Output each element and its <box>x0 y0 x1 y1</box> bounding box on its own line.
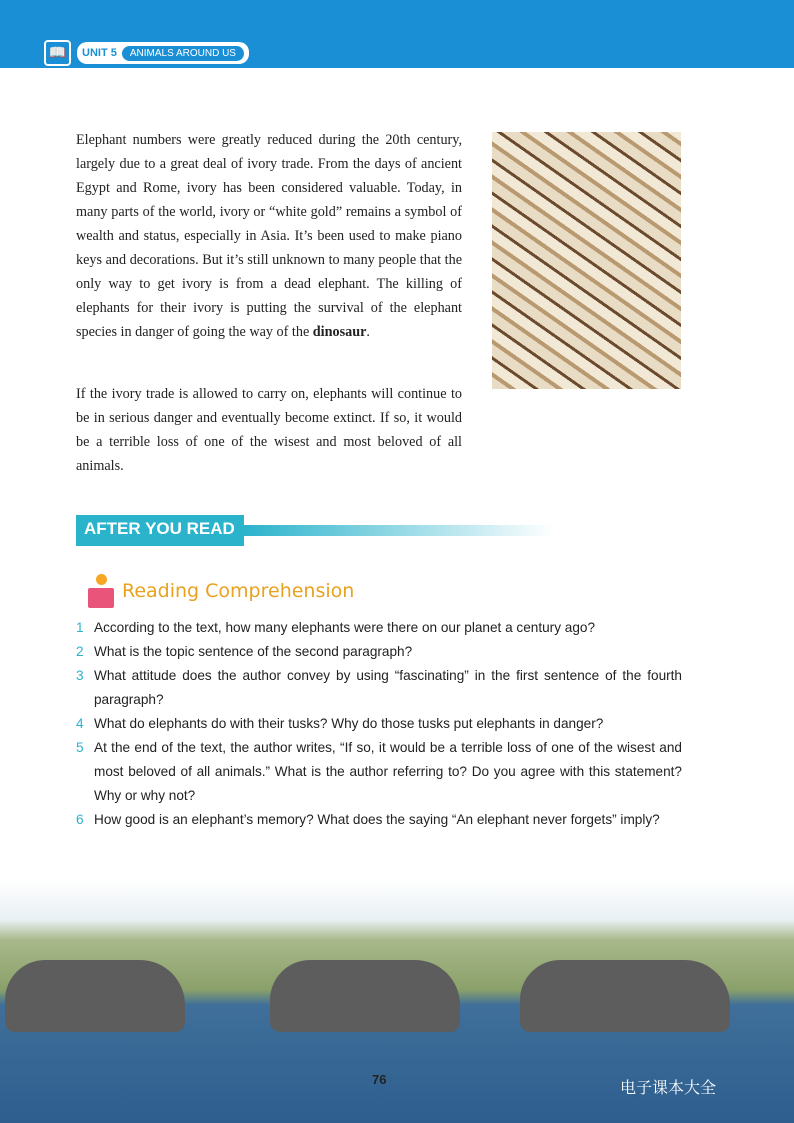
question-item <box>76 616 682 640</box>
question-number: 3 <box>76 668 84 683</box>
reading-comprehension-heading <box>86 574 354 608</box>
question-item <box>76 640 682 664</box>
question-text: According to the text, how many elephants were there on our planet a century ago? <box>94 620 596 635</box>
reader-icon <box>86 574 116 608</box>
question-text: What is the topic sentence of the second paragraph? <box>94 644 413 659</box>
question-number: 5 <box>76 740 84 755</box>
page-number: 76 <box>372 1072 387 1087</box>
question-number: 2 <box>76 644 84 659</box>
question-number: 1 <box>76 620 84 635</box>
question-item <box>76 736 682 808</box>
unit-title: ANIMALS AROUND US <box>122 46 244 61</box>
unit-header <box>44 40 249 66</box>
paragraph-ivory <box>76 128 462 344</box>
elephant-figure <box>270 960 460 1032</box>
question-item <box>76 664 682 712</box>
bold-word: dinosaur <box>312 324 367 340</box>
question-number: 4 <box>76 716 84 731</box>
question-text: What do elephants do with their tusks? Why do those tusks put elephants in danger? <box>94 716 604 731</box>
unit-pill <box>77 42 249 64</box>
section-heading: AFTER YOU READ <box>76 515 244 546</box>
elephant-figure <box>520 960 730 1032</box>
question-number: 6 <box>76 812 84 827</box>
paragraph-end: . <box>366 324 370 340</box>
subheading: Reading Comprehension <box>122 580 355 602</box>
question-text: How good is an elephant’s memory? What does the saying “An elephant never forgets” imply? <box>94 812 660 827</box>
heading-stripe <box>244 525 554 536</box>
question-text: What attitude does the author convey by using “fascinating” in the first sentence of the fourth paragraph? <box>94 668 682 707</box>
question-list <box>76 616 682 832</box>
question-text: At the end of the text, the author writes, “If so, it would be a terrible loss of one of the wisest and most beloved of all animals.” What is the author referring to? Do you agree with this statement? Why or why not? <box>94 740 682 803</box>
question-item <box>76 808 682 832</box>
elephant-figure <box>5 960 185 1032</box>
paragraph-extinction: If the ivory trade is allowed to carry on, elephants will continue to be in serious danger and eventually become extinct. If so, it would be a terrible loss of one of the wisest and most beloved of all animals. <box>76 386 462 474</box>
book-icon: 📖 <box>44 40 71 66</box>
unit-number: UNIT 5 <box>82 47 117 59</box>
question-item <box>76 712 682 736</box>
ivory-tusks-photo <box>492 132 681 389</box>
watermark: 电子课本大全 <box>620 1078 717 1097</box>
paragraph-text: Elephant numbers were greatly reduced during the 20th century, largely due to a great deal of ivory trade. From the days of ancient Egypt and Rome, ivory has been considered valuable. Today, in many parts of the world, ivory or “white gold” remains a symbol of wealth and status, especially in Asia. It’s been used to make piano keys and decorations. But it’s still unknown to many people that the only way to get ivory is from a dead elephant. The killing of elephants for their ivory is putting the survival of the elephant species in danger of going the way of the <box>76 132 462 340</box>
